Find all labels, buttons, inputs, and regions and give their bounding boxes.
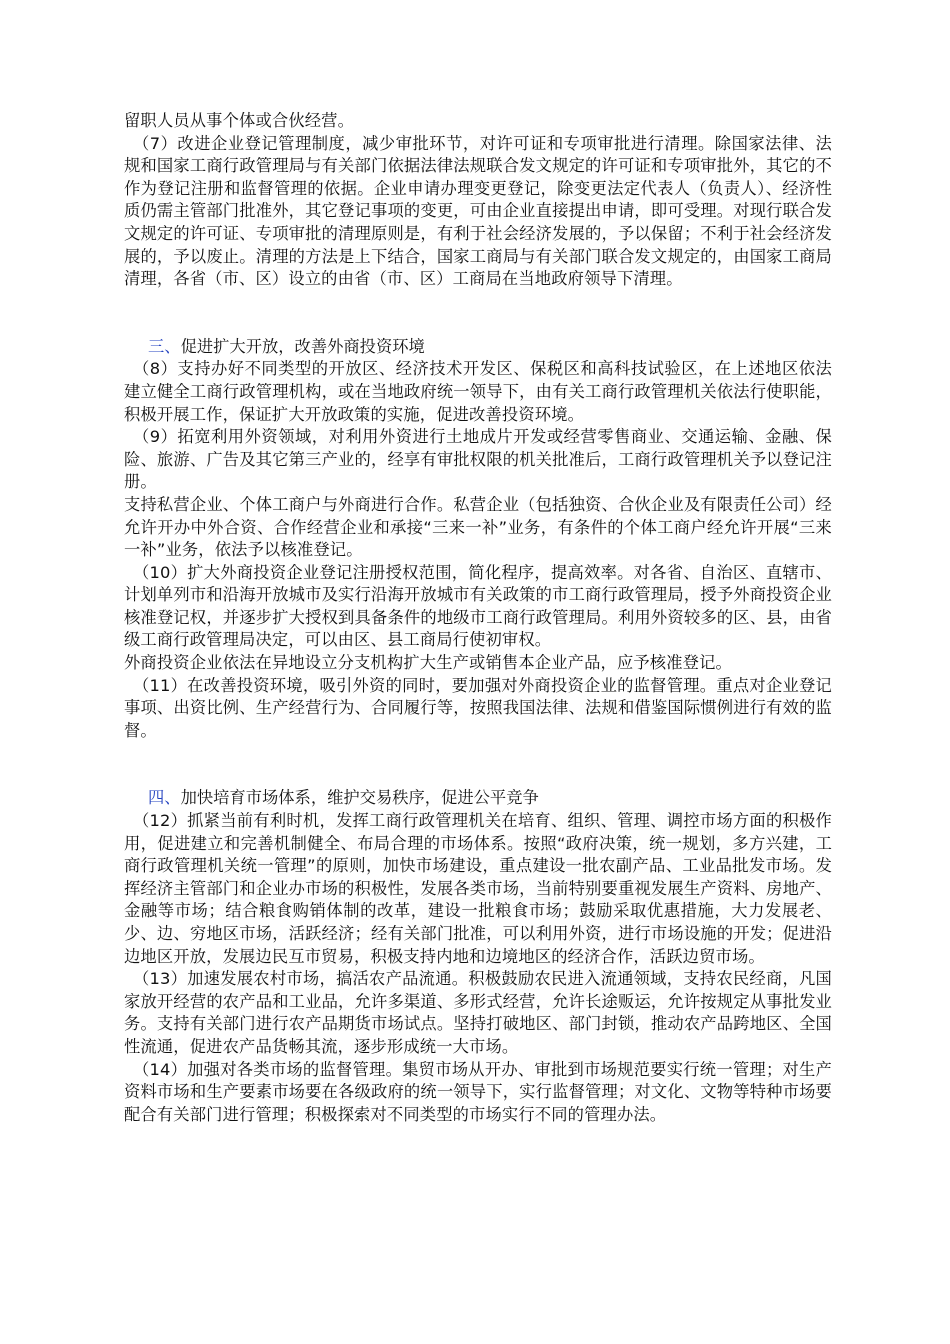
document-body: [124, 110, 832, 1126]
paragraph-item-8: （8）支持办好不同类型的开放区、经济技术开发区、保税区和高科技试验区，在上述地区依法建立健全工商行政管理机构，或在当地政府统一领导下，由有关工商行政管理机关依法行使职能，积极开展工作，保证扩大开放政策的实施，促进改善投资环境。: [124, 359, 832, 424]
section-heading-4-text: 加快培育市场体系，维护交易秩序，促进公平竞争: [180, 788, 539, 808]
paragraph-item-9: （9）拓宽利用外资领域，对利用外资进行土地成片开发或经营零售商业、交通运输、金融、保险、旅游、广告及其它第三产业的，经享有审批权限的机关批准后，工商行政管理机关予以登记注册。: [124, 427, 832, 492]
paragraph-continuation: 留职人员从事个体或合伙经营。: [124, 111, 355, 130]
paragraph-item-12: （12）抓紧当前有利时机，发挥工商行政管理机关在培育、组织、管理、调控市场方面的积极作用，促进建立和完善机制健全、布局合理的市场体系。按照“政府决策，统一规划，多方兴建，工商行政管理机关统一管理”的原则，加快市场建设，重点建设一批农副产品、工业品批发市场。发挥经济主管部门和企业办市场的积极性，发展各类市场，当前特别要重视发展生产资料、房地产、金融等市场；结合粮食购销体制的改革，建设一批粮食市场；鼓励采取优惠措施，大力发展老、少、边、穷地区市场，活跃经济；经有关部门批准，可以利用外资，进行市场设施的开发；促进沿边地区开放，发展边民互市贸易，积极支持内地和边境地区的经济合作，活跃边贸市场。: [124, 811, 832, 966]
paragraph-item-13: （13）加速发展农村市场，搞活农产品流通。积极鼓励农民进入流通领域，支持农民经商，凡国家放开经营的农产品和工业品，允许多渠道、多形式经营，允许长途贩运，允许按规定从事批发业务。支持有关部门进行农产品期货市场试点。坚持打破地区、部门封锁，推动农产品跨地区、全国性流通，促进农产品货畅其流，逐步形成统一大市场。: [124, 969, 832, 1056]
section-heading-3: [124, 336, 832, 359]
paragraph-item-7: （7）改进企业登记管理制度，减少审批环节，对许可证和专项审批进行清理。除国家法律、法规和国家工商行政管理局与有关部门依据法律法规联合发文规定的许可证和专项审批外，其它的不作为登记注册和监督管理的依据。企业申请办理变更登记，除变更法定代表人（负责人）、经济性质仍需主管部门批准外，其它登记事项的变更，可由企业直接提出申请，即可受理。对现行联合发文规定的许可证、专项审批的清理原则是，有利于社会经济发展的，予以保留；不利于社会经济发展的，予以废止。清理的方法是上下结合，国家工商局与有关部门联合发文规定的，由国家工商局清理，各省（市、区）设立的由省（市、区）工商局在当地政府领导下清理。: [124, 133, 832, 289]
paragraph-private-enterprise: 支持私营企业、个体工商户与外商进行合作。私营企业（包括独资、合伙企业及有限责任公司）经允许开办中外合资、合作经营企业和承接“三来一补”业务，有条件的个体工商户经允许开展“三来一补”业务，依法予以核准登记。: [124, 494, 832, 560]
section-heading-4-number: 四、: [148, 788, 181, 808]
paragraph-item-14: （14）加强对各类市场的监督管理。集贸市场从开办、审批到市场规范要实行统一管理；对生产资料市场和生产要素市场要在各级政府的统一领导下，实行监督管理；对文化、文物等特种市场要配合有关部门进行管理；积极探索对不同类型的市场实行不同的管理办法。: [124, 1059, 832, 1124]
section-heading-3-number: 三、: [148, 336, 181, 356]
section-heading-3-text: 促进扩大开放，改善外商投资环境: [180, 336, 425, 356]
section-spacer: [124, 291, 832, 336]
paragraph-item-10: （10）扩大外商投资企业登记注册授权范围，简化程序，提高效率。对各省、自治区、直辖市、计划单列市和沿海开放城市及实行沿海开放城市有关政策的市工商行政管理局，授予外商投资企业核准登记权，并逐步扩大授权到具备条件的地级市工商行政管理局。利用外资较多的区、县，由省级工商行政管理局决定，可以由区、县工商局行使初审权。: [124, 562, 832, 650]
section-heading-4: [124, 787, 832, 810]
paragraph-branch-registration: 外商投资企业依法在异地设立分支机构扩大生产或销售本企业产品，应予核准登记。: [124, 653, 732, 673]
section-spacer: [124, 742, 832, 787]
paragraph-item-11: （11）在改善投资环境，吸引外资的同时，要加强对外商投资企业的监督管理。重点对企业登记事项、出资比例、生产经营行为、合同履行等，按照我国法律、法规和借鉴国际惯例进行有效的监督。: [124, 675, 832, 740]
